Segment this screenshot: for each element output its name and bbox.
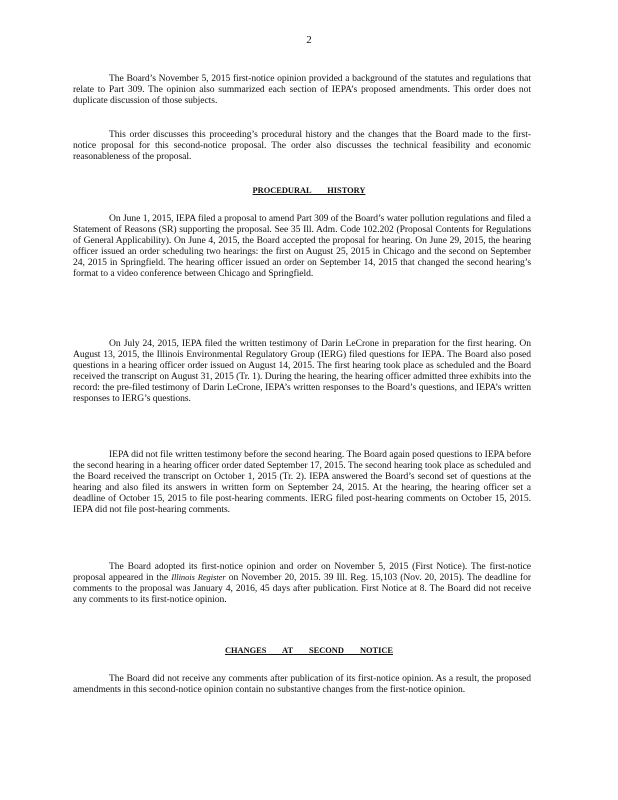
procedural-history-heading: [0, 186, 618, 196]
changes-heading-text: CHANGES AT SECOND NOTICE: [224, 646, 394, 655]
intro-paragraph-1: The Board’s November 5, 2015 first-notice opinion provided a background of the statutes and regulations that relate to Part 309. The opinion also summarized each section of IEPA’s proposed amendments. This order does not duplicate discussion of those subjects.: [73, 73, 531, 107]
procedural-paragraph-1: On June 1, 2015, IEPA filed a proposal to amend Part 309 of the Board’s water pollution regulations and filed a Statement of Reasons (SR) supporting the proposal. See 35 Ill. Adm. Code 102.202 (Proposal Contents for Regulations of General Applicability). On June 4, 2015, the Board accepted the proposal for hearing. On June 29, 2015, the hearing officer issued an order scheduling two hearings: the first on August 25, 2015 in Chicago and the second on September 24, 2015 in Springfield. The hearing officer issued an order on September 14, 2015 that changed the second hearing’s format to a video conference between Chicago and Springfield.: [73, 213, 532, 280]
first-notice-text-a: The Board adopted its first-notice opinion and order on November 5, 2015 (First Notice). The first-notice proposal appeared in the: [73, 561, 531, 584]
changes-heading: [0, 646, 618, 656]
procedural-history-heading-text: PROCEDURAL HISTORY: [252, 186, 366, 195]
procedural-paragraph-4: [73, 561, 531, 605]
procedural-paragraph-2: On July 24, 2015, IEPA filed the written testimony of Darin LeCrone in preparation for the first hearing. On August 13, 2015, the Illinois Environmental Regulatory Group (IERG) filed questions for IEPA. The Board also posed questions in a hearing officer order issued on August 14, 2015. The first hearing took place as scheduled and the Board received the transcript on August 31, 2015 (Tr. 1). During the hearing, the hearing officer admitted three exhibits into the record: the pre-filed testimony of Darin LeCrone, IEPA’s written responses to the Board’s questions, and IEPA’s written responses to IERG’s questions.: [73, 338, 531, 405]
illinois-register-italic: Illinois Register: [171, 572, 226, 583]
first-notice-text-b: on November 20, 2015. 39 Ill. Reg. 15,103 (Nov. 20, 2015). The deadline for comments to the proposal was January 4, 2016, 45 days after publication. First Notice at 8. The Board did not receive any comments to its first-notice opinion.: [73, 572, 531, 606]
changes-paragraph: The Board did not receive any comments after publication of its first-notice opinion. As a result, the proposed amendments in this second-notice opinion contain no substantive changes from the first-notice opinion.: [73, 673, 531, 696]
page-number: 2: [306, 34, 312, 46]
procedural-paragraph-3: IEPA did not file written testimony before the second hearing. The Board again posed questions to IEPA before the second hearing in a hearing officer order dated September 17, 2015. The second hearing took place as scheduled and the Board received the transcript on October 1, 2015 (Tr. 2). IEPA answered the Board’s second set of questions at the hearing and also filed its answers in written form on September 24, 2015. At the hearing, the hearing officer set a deadline of October 15, 2015 to file post-hearing comments. IERG filed post-hearing comments on October 15, 2015. IEPA did not file post-hearing comments.: [73, 449, 531, 516]
intro-paragraph-2: This order discusses this proceeding’s procedural history and the changes that the Board made to the first-notice proposal for this second-notice proposal. The order also discusses the technical feasibility and economic reasonableness of the proposal.: [73, 129, 531, 163]
